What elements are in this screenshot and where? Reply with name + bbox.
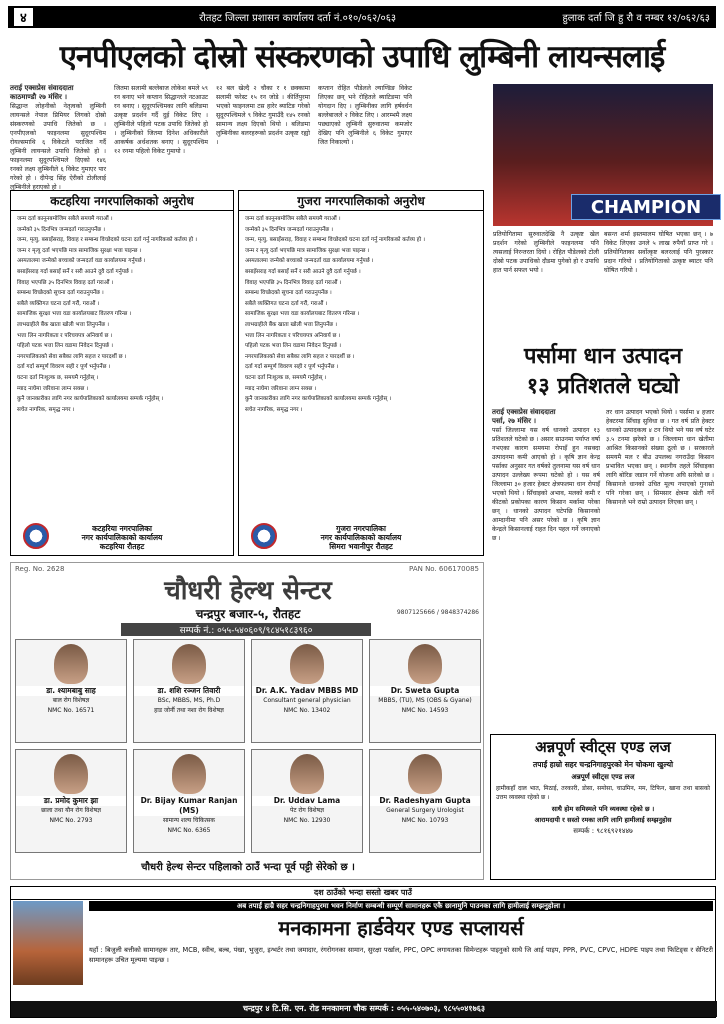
- notice-item: पहिलो पटक भत्ता लिन वडामा निवेदन दिनुपर्छ ।: [245, 343, 341, 350]
- health-contact: सम्पर्क नं.: ०५५-५४०६०९/९८४५१८३९६०: [121, 623, 371, 636]
- registration-text: रौतहट जिल्ला प्रशासन कार्यालय दर्ता नं.०१०/०६२/०६३: [199, 13, 397, 24]
- notice-item: विवाह भएपछि ३५ दिनभित्र विवाह दर्ता गराऔं ।: [17, 279, 114, 286]
- champion-banner: CHAMPION: [571, 194, 721, 220]
- notice-item: नगरपालिकाको सेवा सबैका लागि सहज र पारदर्शी छ ।: [245, 353, 355, 360]
- notice-footer: [239, 524, 483, 551]
- notice-item: जन्म दर्ता कानूनबमोजिम सबैले समयमै गराऔं ।: [17, 216, 113, 222]
- doctor-nmc: NMC No. 14593: [401, 707, 449, 714]
- notice-item: जन्म र मृत्यु दर्ता भएपछि मात्र सामाजिक सुरक्षा भत्ता पाइन्छ ।: [245, 247, 370, 254]
- doctor-name: डा. प्रमोद कुमार झा: [16, 796, 126, 806]
- doctor-card: [133, 639, 245, 743]
- doctor-spec: MBBS, (TU), MS (OBS & Gyane): [378, 697, 472, 704]
- footer-line: कटहरिया रौतहट: [99, 542, 145, 551]
- pan-number: PAN No. 606170085: [409, 565, 479, 573]
- gujara-notice: [238, 190, 484, 556]
- paddy-column-2: तर धान उत्पादन भएको थियो । पर्सामा ४ हजार हेक्टरमा सिँचाइ सुविधा छ । गत वर्ष प्रति हेक्टर धानको उत्पादकत्व ४ टन थियो भने यस वर्ष घटेर ३.५ टनमा झरेको छ । जिल्लामा धान खेतीमा आश्रित किसानको संख्या ठूलो छ । सरकारले समयमै मल र बीउ उपलब्ध नगराउँदा किसान प्रभावित भएका छन् । स्थानीय तहले सिँचाइका लागि बोरिङ जडान गर्ने योजना अघि सारेको छ । किसानले धानको उचित मूल्य नपाएको गुनासो पनि गरेका छन् । सिमसार क्षेत्रमा खेती गर्ने किसानले भने राम्रो उत्पादन लिएका छन् ।: [606, 409, 714, 506]
- notice-list: [11, 211, 233, 418]
- doctor-photo: [290, 644, 324, 684]
- doctor-name: Dr. A.K. Yadav MBBS MD: [252, 686, 362, 696]
- doctor-spec: बाल रोग विशेषज्ञ: [52, 697, 90, 704]
- notice-item: अस्पतालमा जन्मेको बच्चाको जन्मदर्ता वडा कार्यालयमा गर्नुपर्छ ।: [245, 258, 374, 265]
- notice-footer: [11, 524, 233, 551]
- notice-item: दर्ता गर्दा सम्पूर्ण विवरण सही र पूर्ण भर्नुपर्नेछ ।: [245, 364, 339, 371]
- byline: तराई एक्सप्रेस संवाददाता: [492, 408, 556, 416]
- paddy-headline-2: १३ प्रतिशतले घट्यो: [526, 374, 680, 399]
- notice-item: सचेत नागरिक, समृद्ध नगर ।: [17, 406, 75, 413]
- article-column-5a: प्रतियोगितामा सुरुवातदेखि नै उत्कृष्ट खेल प्रदर्शन गरेको लुम्बिनीले फाइनलमा पनि त्यसलाई निरन्तरता दियो । रोहित पौडेलको टोली दोस्रो पटक उपाधिको दौडमा पुगेको हो र उपाधि हात पार्न सफल भयो ।: [493, 231, 599, 274]
- doctor-photo: [54, 754, 88, 794]
- doctor-name: Dr. Uddav Lama: [252, 796, 362, 806]
- champion-photo: [493, 84, 713, 226]
- temple-photo: [13, 901, 83, 985]
- notice-item: सम्बन्ध विच्छेदको सूचना दर्ता गराउनुपर्नेछ ।: [245, 290, 332, 297]
- article-column-2: जितमा सलामी बल्लेबाज लोकेश बमले ५९ रन बनाए भने कप्तान सिद्धान्तले नटआउट रन बनाए । सुदूरपश्चिमका लागि बलिङमा उत्कृष्ट प्रदर्शन गर्दै दुई विकेट लिए । लुम्बिनीले पहिलो पटक उपाधि जितेको हो । लुम्बिनीको जितमा दिनेश अधिकारीले आकर्षक अर्धशतक बनाए । सुदूरपश्चिम १२ रनमा पहिलो विकेट गुमायो ।: [114, 85, 208, 155]
- doctor-card: [15, 749, 127, 853]
- doctor-photo: [408, 644, 442, 684]
- notice-item: भत्ता लिन नागरिकता र परिचयपत्र अनिवार्य छ ।: [245, 332, 341, 339]
- footer-line: गुजरा नगरपालिका: [336, 524, 386, 533]
- notice-item: घटना दर्ता निःशुल्क छ, समयमै गर्नुहोस् ।: [245, 374, 327, 381]
- notice-item: नगरपालिकाको सेवा सबैका लागि सहज र पारदर्शी छ ।: [17, 353, 127, 360]
- paddy-column-1: [492, 408, 600, 728]
- notice-list: [239, 211, 483, 418]
- doctor-spec: सामान्य शल्य चिकित्सक: [162, 817, 216, 824]
- notice-item: बसाइँसराइ गर्दा बसाइँ सर्ने र सरी आउने दुवै दर्ता गर्नुपर्छ ।: [17, 268, 133, 275]
- article-column-4: कप्तान रोहित पौडेलले ल्याण्डिङ विकेट लिएका छन् भने रोहितले ब्याटिङमा पनि योगदान दिए । लुम्बिनीका लागि हर्षवर्धन बल्लेबाजले २ विकेट लिए । आरम्भमै लक्ष्य पछ्याएको लुम्बिनी सुरुवातमा कमजोर देखिए पनि लुम्बिनीले ६ विकेट गुमाएर जित निकाल्यो ।: [318, 85, 412, 146]
- sweets-line3: आरामदायी र सस्तो रमका लागि लागि हामीलाई सम्झनुहोस: [534, 816, 672, 824]
- doctor-nmc: NMC No. 12930: [283, 817, 331, 824]
- notice-item: कुनै जानकारीका लागि नगर कार्यपालिकाको कार्यालयमा सम्पर्क गर्नुहोस् ।: [17, 396, 164, 403]
- doctor-photo: [290, 754, 324, 794]
- doctor-photo: [172, 644, 206, 684]
- main-headline: एनपीएलको दोस्रो संस्करणको उपाधि लुम्बिनी लायन्सलाई: [59, 39, 665, 75]
- notice-item: भत्ता लिन नागरिकता र परिचयपत्र अनिवार्य छ ।: [17, 332, 113, 339]
- health-title: चौधरी हेल्थ सेन्टर: [164, 576, 332, 606]
- doctor-card: [133, 749, 245, 853]
- health-location: चन्द्रपुर बजार-५, रौतहट: [195, 607, 301, 621]
- doctor-name: डा. श्यामबाबु साह: [16, 686, 126, 696]
- doctor-nmc: NMC No. 10793: [401, 817, 449, 824]
- doctor-card: [369, 639, 481, 743]
- doctor-card: [251, 639, 363, 743]
- doctor-name: Dr. Radeshyam Gupta: [370, 796, 480, 806]
- notice-item: सामाजिक सुरक्षा भत्ता वडा कार्यालयबाट वितरण गरिन्छ ।: [17, 311, 132, 318]
- doctor-spec: छाला तथा यौन रोग विशेषज्ञ: [41, 807, 101, 814]
- doctor-photo: [408, 754, 442, 794]
- hardware-footer: चन्द्रपुर ४ टि.सि. एन. रोड मनकामना चौक सम्पर्क : ०५५-५४०७०३, ९८५५०४१७६३: [11, 1001, 717, 1017]
- reg-number: Reg. No. 2628: [15, 565, 65, 573]
- notice-item: जन्म, मृत्यु, बसाइँसराइ, विवाह र सम्बन्ध विच्छेदको घटना दर्ता गर्नु नागरिकको कर्तव्य हो ।: [245, 237, 425, 244]
- sweets-title: अन्नपूर्ण स्वीट्स एण्ड लज: [535, 738, 671, 756]
- notice-item: कुनै जानकारीका लागि नगर कार्यपालिकाको कार्यालयमा सम्पर्क गर्नुहोस् ।: [245, 396, 392, 403]
- doctor-card: [251, 749, 363, 853]
- article-column-1: [10, 84, 106, 191]
- doctor-nmc: NMC No. 6365: [167, 827, 211, 834]
- notice-item: लाभग्राहीले बैंक खाता खोली भत्ता लिनुपर्नेछ ।: [245, 321, 337, 328]
- doctor-name: Dr. Sweta Gupta: [370, 686, 480, 696]
- notice-item: लाभग्राहीले बैंक खाता खोली भत्ता लिनुपर्नेछ ।: [17, 321, 109, 328]
- article-text: सिद्धान्त लोहनीको नेतृत्वको लुम्बिनी लायन्सले नेपाल प्रिमियर लिगको दोस्रो संस्करणको उपाधि जितेको छ । एनपीएलको फाइनलमा सुदूरपश्चिम रोयल्समाथि ६ विकेटले पराजित गर्दै लुम्बिनी लायन्सले उपाधि जितेको हो । फाइनलमा सुदूरपश्चिमले दिएको १४६ रनको लक्ष्य लुम्बिनीले ६ विकेट गुमाएर पार गरेको हो । दीपेन्द्र सिंह ऐरीको टोलीलाई लुम्बिनीले हराएको हो ।: [10, 103, 106, 191]
- doctor-photo: [172, 754, 206, 794]
- hardware-intro: अब तपाईं हाम्रै सहर चन्द्रनिगाहपुरमा भवन निर्माण सम्बन्धी सम्पूर्ण सामानहरू एकै छानामुनि पाउनका लागि हामीलाई सम्झनुहोला ।: [89, 901, 713, 911]
- sweets-body: हामीकहाँ दाल भात, मिठाई, तरकारी, डोसा, समोसा, चाउमिन, मम, टिफिन, खाना तथा बासको उत्तम व्यवस्था रहेको छ ।: [496, 785, 710, 801]
- notice-item: दर्ता गर्दा सम्पूर्ण विवरण सही र पूर्ण भर्नुपर्नेछ ।: [17, 364, 111, 371]
- footer-line: नगर कार्यपालिकाको कार्यालय: [81, 533, 163, 542]
- notice-title: गुजरा नगरपालिकाको अनुरोध: [239, 191, 483, 211]
- footer-line: नगर कार्यपालिकाको कार्यालय: [320, 533, 402, 542]
- hardware-title: मनकामना हार्डवेयर एण्ड सप्लायर्स: [278, 916, 524, 940]
- paddy-headline-1: पर्सामा धान उत्पादन: [523, 344, 683, 369]
- doctor-nmc: NMC No. 16571: [47, 707, 95, 714]
- article-text: पर्सा जिल्लामा यस वर्ष धानको उत्पादन १३ प्रतिशतले घटेको छ । असार साउनमा पर्याप्त वर्षा नभएका कारण समयमा रोपाइँ हुन नसक्दा उत्पादनमा कमी आएको हो । कृषि ज्ञान केन्द्र पर्साका अनुसार गत वर्षको तुलनामा यस वर्ष धान उत्पादन उल्लेख्य रूपमा घटेको हो । यस वर्ष जिल्लामा ३० हजार हेक्टर क्षेत्रफलमा धान रोपाइँ भएको थियो । सिँचाइको अभाव, मलको कमी र कीटको प्रकोपका कारण किसान मर्कामा परेका छन् । धानको उत्पादन घटेपछि किसानको आम्दानीमा पनि असर परेको छ । कृषि ज्ञान केन्द्रले किसानलाई राहत दिन पहल गर्ने जनाएको छ ।: [492, 427, 600, 542]
- doctor-spec: Consultant general physician: [263, 697, 351, 704]
- sweets-line2: साथै होम समिस्मले पनि व्यवस्था रहेको छ ।: [551, 805, 655, 813]
- health-footer: चौधरी हेल्थ सेन्टर पहिलाको ठाउँ भन्दा पूर्व पट्टी सेरेको छ ।: [141, 862, 355, 873]
- sweets-contact: सम्पर्क : ९८१६९२१४४७: [573, 827, 633, 835]
- health-phones: 9807125666 / 9848374286: [396, 609, 479, 616]
- doctor-name: डा. शशि रञ्जन तिवारी: [134, 686, 244, 696]
- notice-item: पहिलो पटक भत्ता लिन वडामा निवेदन दिनुपर्छ ।: [17, 343, 113, 350]
- notice-item: सबैले व्यक्तिगत घटना दर्ता गरौं, गराऔं ।: [245, 300, 328, 307]
- top-bar: [8, 6, 716, 28]
- doctor-nmc: हाड जोर्नी तथा नशा रोग विशेषज्ञ: [154, 707, 224, 714]
- doctor-card: [15, 639, 127, 743]
- article-column-3: १२ बल खेल्दै २ चौका र १ छक्कामा सलामी फरेस्ट १५ रन जोडे । कीर्तिपुरमा भएको फाइनलमा टस हारेर ब्याटिङ गरेको सुदूरपश्चिमले ९ विकेट गुमाउँदै १४५ रनको सामान्य लक्ष्य दिएको थियो । बलिङमा लुम्बिनीका बलरहरूको प्रदर्शन उत्कृष्ट रह्यो ।: [216, 85, 310, 146]
- dateline: पर्सा, २७ मंसिर ।: [492, 417, 537, 425]
- sweets-name: अन्नपूर्ण स्वीट्स एण्ड लज: [571, 773, 635, 781]
- dateline: काठमाण्डौ २७ मंसिर ।: [10, 93, 67, 101]
- hardware-strip: दश ठाउँको भन्दा सस्तो खबर पाउँ: [11, 887, 715, 900]
- notice-item: सबैले व्यक्तिगत घटना दर्ता गरौं, गराऔं ।: [17, 300, 100, 307]
- doctor-spec: General Surgery Urologist: [386, 807, 464, 814]
- notice-item: घटना दर्ता निःशुल्क छ, समयमै गर्नुहोस् ।: [17, 374, 99, 381]
- doctor-nmc: NMC No. 2793: [49, 817, 93, 824]
- page-number: ४: [14, 8, 33, 26]
- notice-item: जन्मेको ३५ दिनभित्र जन्मदर्ता गराउनुपर्नेछ ।: [245, 226, 333, 233]
- notice-item: म्याद नाघेमा जरिवाना लाग्न सक्छ ।: [245, 385, 317, 392]
- postal-registration: हुलाक दर्ता जि हु रौ व नम्बर १२/०६२/६३: [562, 13, 710, 24]
- doctor-spec: पेट रोग विशेषज्ञ: [290, 807, 324, 814]
- notice-item: सचेत नागरिक, समृद्ध नगर ।: [245, 406, 303, 413]
- hardware-body: यहाँ : बिजुली बत्तीको सामानहरू तार, MCB, स्वीच, बल्ब, पंखा, भुजुरा, इन्भर्टर तथा जमादार, रंगरोगनका सामान, सुरक्षा पर्खाल, PPC, OPC लगायतका सिमेन्टहरू पाइनुको साथै जि आई पाइप, PPR, PVC, CPVC, HDPE पाइप तथा फिटिङ्स र सेनिटरी सामानहरू उचित मूल्यमा पाइन्छ ।: [89, 946, 713, 964]
- notice-item: अस्पतालमा जन्मेको बच्चाको जन्मदर्ता वडा कार्यालयमा गर्नुपर्छ ।: [17, 258, 146, 265]
- notice-item: जन्म, मृत्यु, बसाइँसराइ, विवाह र सम्बन्ध विच्छेदको घटना दर्ता गर्नु नागरिकको कर्तव्य हो ।: [17, 237, 197, 244]
- notice-item: म्याद नाघेमा जरिवाना लाग्न सक्छ ।: [17, 385, 89, 392]
- doctor-card: [369, 749, 481, 853]
- footer-line: कटहरिया नगरपालिका: [92, 524, 152, 533]
- byline: तराई एक्सप्रेस संवाददाता: [10, 84, 74, 92]
- notice-item: सम्बन्ध विच्छेदको सूचना दर्ता गराउनुपर्नेछ ।: [17, 290, 104, 297]
- sweets-subtitle: तपाईं हाम्रो सहर चन्द्रनिगाहपुरको मेन चोकमा खुल्यो: [532, 760, 674, 769]
- notice-item: जन्मेको ३५ दिनभित्र जन्मदर्ता गराउनुपर्नेछ ।: [17, 226, 105, 233]
- notice-item: विवाह भएपछि ३५ दिनभित्र विवाह दर्ता गराऔं ।: [245, 279, 342, 286]
- doctor-photo: [54, 644, 88, 684]
- notice-item: जन्म र मृत्यु दर्ता भएपछि मात्र सामाजिक सुरक्षा भत्ता पाइन्छ ।: [17, 247, 142, 254]
- footer-line: सिमरा भवानीपुर रौतहट: [329, 542, 393, 551]
- notice-title: कटहरिया नगरपालिकाको अनुरोध: [11, 191, 233, 211]
- article-column-5b: बसन्त शर्मा इस्तमालम घोषित भएका छन् । ७ विकेट लिएका उनले ५ लाख रुपैयाँ प्राप्त गरे । प्रतियोगिताका सर्वोत्कृष्ट बलरलाई पनि पुरस्कार प्रदान गरियो । प्रतियोगिताको उत्कृष्ट ब्याटर पनि घोषित गरियो ।: [604, 231, 713, 274]
- hardware-ad: [10, 886, 716, 1018]
- doctor-nmc: NMC No. 13402: [283, 707, 331, 714]
- health-center-ad: [10, 562, 484, 880]
- sweets-lodge-ad: [490, 734, 716, 880]
- notice-item: जन्म दर्ता कानूनबमोजिम सबैले समयमै गराऔं ।: [245, 216, 341, 222]
- doctor-spec: BSc, MBBS, MS, Ph.D: [157, 697, 221, 704]
- katahariya-notice: [10, 190, 234, 556]
- doctor-name: Dr. Bijay Kumar Ranjan (MS): [134, 796, 244, 816]
- notice-item: बसाइँसराइ गर्दा बसाइँ सर्ने र सरी आउने दुवै दर्ता गर्नुपर्छ ।: [245, 268, 361, 275]
- notice-item: सामाजिक सुरक्षा भत्ता वडा कार्यालयबाट वितरण गरिन्छ ।: [245, 311, 360, 318]
